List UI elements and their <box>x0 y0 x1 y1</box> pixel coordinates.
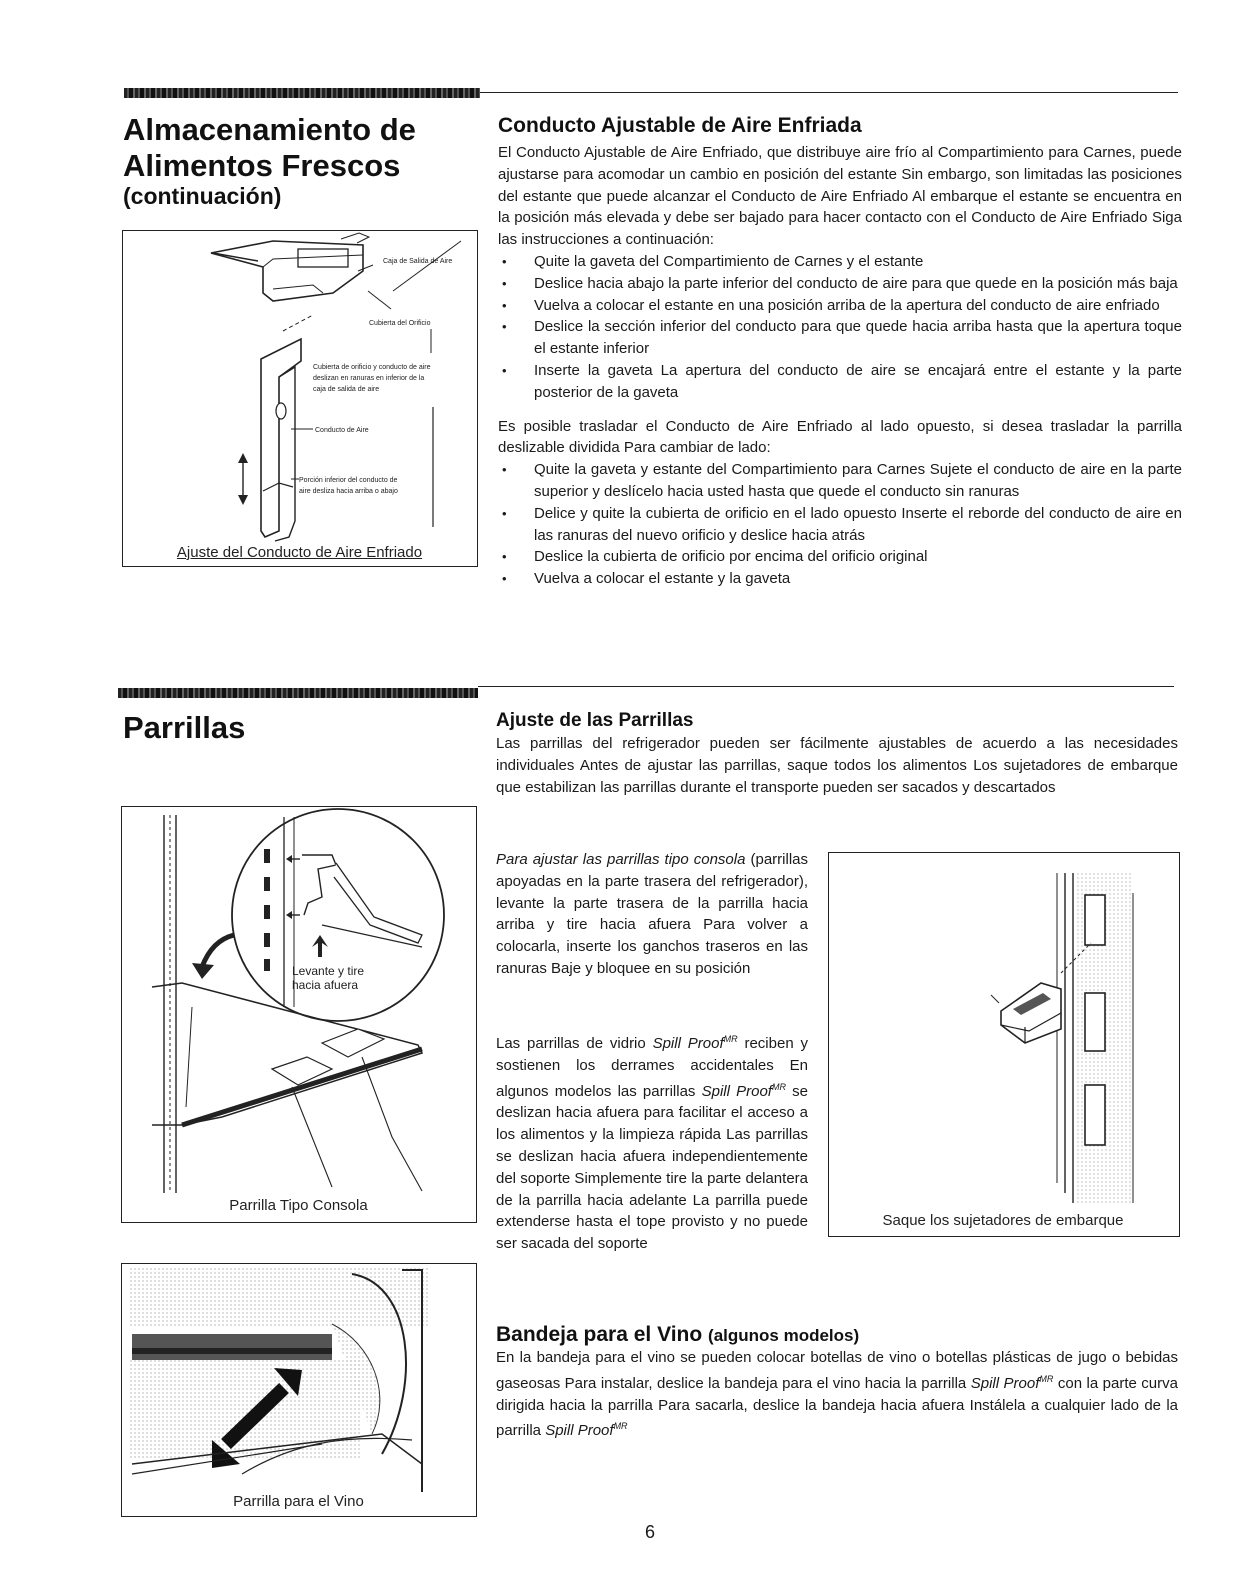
figure-console-shelf <box>121 806 477 1223</box>
figure-caption: Saque los sujetadores de embarque <box>882 1212 1124 1229</box>
figure-caption: Ajuste del Conducto de Aire Enfriado <box>176 544 423 561</box>
label-desliza-2: deslizan en ranuras en inferior de la <box>313 375 425 382</box>
paragraph: Las parrillas del refrigerador pueden ser fácilmente ajustables de acuerdo a las necesidades individuales Antes de ajustar las parrillas, saque todos los alimentos Los sujetadores de embarque que estabilizan las parrillas durante el transporte pueden ser sacados y descartados <box>496 735 1178 796</box>
brand-name: Spill Proof <box>545 1422 614 1440</box>
list-item: • Delice y quite la cubierta de orificio en el lado opuesto Inserte el reborde del conducto de aire en las ranuras del nuevo orificio y deslice hacia atrás <box>498 503 1182 547</box>
bullet-list <box>498 459 1182 590</box>
paragraph-consola <box>496 849 808 980</box>
text: con la parte curva dirigida hacia la parrilla Para sacarla, deslice la bandeja hacia afuera Instálela a cualquier lado de la parrilla <box>496 1374 1178 1440</box>
text: (parrillas apoyadas en la parte trasera del refrigerador), levante la parte trasera de la parrilla hacia arriba y tire hacia afuera Para volver a colocarla, inserte los ganchos traseros en las ranuras Baje y bloquee en su posición <box>496 851 809 977</box>
brand <box>971 1375 1054 1392</box>
figure-shipping-clips <box>828 852 1180 1237</box>
heading-bandeja-vino <box>496 1322 859 1349</box>
label-cubierta-orificio: Cubierta del Orificio <box>369 320 431 327</box>
wine-rack-illustration <box>122 1264 475 1492</box>
section-rule-heavy <box>124 88 480 98</box>
list-item: • Vuelva a colocar el estante y la gaveta <box>498 568 1182 590</box>
label-desliza-3: caja de salida de aire <box>313 386 380 393</box>
paragraph-spill-proof <box>496 1029 808 1255</box>
section-title-line1: Almacenamiento de <box>123 112 416 147</box>
label-conducto: Conducto de Aire <box>315 427 369 434</box>
brand-name: Spill Proof <box>701 1082 772 1100</box>
brand-name: Spill Proof <box>652 1035 724 1052</box>
brand <box>702 1083 786 1100</box>
brand <box>653 1035 738 1052</box>
air-duct-illustration <box>123 231 476 543</box>
paragraph: Es posible trasladar el Conducto de Aire Enfriado al lado opuesto, si desea trasladar la parrilla deslizable dividida Para cambiar de lado: <box>498 417 1182 457</box>
list-item: • Quite la gaveta y estante del Compartimiento para Carnes Sujete el conducto de aire en la parte superior y deslícelo hacia usted hasta que quede el conducto sin ranuras <box>498 459 1182 503</box>
list-item: • Deslice la sección inferior del conducto para que quede hacia arriba hasta que la apertura toque el estante inferior <box>498 316 1182 360</box>
text: En la bandeja para el vino se pueden colocar botellas de vino o botellas plásticas de jugo o bebidas gaseosas Para instalar, deslice la bandeja para el vino hacia la parrilla <box>496 1349 1178 1392</box>
console-shelf-illustration <box>122 807 475 1195</box>
section-title-line2: Alimentos Frescos <box>123 148 401 183</box>
section-title-parrillas: Parrillas <box>123 710 246 745</box>
label-desliza-1: Cubierta de orificio y conducto de aire <box>313 364 431 371</box>
callout-levante-line2: hacia afuera <box>292 978 359 992</box>
section-rule-thin <box>478 686 1174 687</box>
bullet-list <box>498 251 1182 404</box>
heading-note: (algunos modelos) <box>708 1326 860 1345</box>
text: Las parrillas de vidrio <box>496 1035 646 1052</box>
label-porcion-1: Porción inferior del conducto de <box>299 477 398 484</box>
list-item: • Deslice hacia abajo la parte inferior del conducto de aire para que quede en la posición más baja <box>498 273 1182 295</box>
heading-ajuste-parrillas: Ajuste de las Parrillas <box>496 710 694 731</box>
italic-lead: Para ajustar las parrillas tipo consola <box>496 851 746 868</box>
brand-mark: MR <box>1039 1373 1054 1384</box>
list-item: • Quite la gaveta del Compartimiento de Carnes y el estante <box>498 251 1182 273</box>
figure-wine-rack <box>121 1263 477 1517</box>
list-item: • Vuelva a colocar el estante en una posición arriba de la apertura del conducto de aire enfriado <box>498 295 1182 317</box>
callout-levante-line1: Levante y tire <box>292 964 365 978</box>
heading-conducto: Conducto Ajustable de Aire Enfriada <box>498 114 862 137</box>
label-caja-salida: Caja de Salida de Aire <box>383 258 453 265</box>
list-item: • Inserte la gaveta La apertura del conducto de aire se encajará entre el estante y la parte posterior de la gaveta <box>498 360 1182 404</box>
paragraph: El Conducto Ajustable de Aire Enfriado, que distribuye aire frío al Compartimiento para Carnes, puede ajustarse para acomodar un cambio en posición del estante Sin embargo, son limitadas las posiciones del estante que puede alcanzar el Conducto de Aire Enfriado Al embarque el estante se encuentra en la posición más elevada y debe ser bajado para hacer contacto con el Conducto de Aire Enfriado Siga las instrucciones a continuación: <box>498 144 1182 249</box>
list-item: • Deslice la cubierta de orificio por encima del orificio original <box>498 546 1182 568</box>
brand-mark: MR <box>771 1081 786 1092</box>
text: se deslizan hacia afuera para facilitar el acceso a los alimentos y la limpieza rápida Las parrillas se deslizan hacia afuera independientemente del soporte Simplemente tire la parte delantera de la parrilla hacia adelante La parrilla puede extenderse hasta el tope provisto y no puede ser sacada del soporte <box>496 1082 808 1253</box>
shipping-clips-illustration <box>829 853 1177 1211</box>
brand <box>545 1422 627 1439</box>
brand-mark: MR <box>723 1034 738 1044</box>
brand-mark: MR <box>613 1421 628 1432</box>
heading-text: Bandeja para el Vino <box>496 1323 703 1346</box>
section-subtitle: (continuación) <box>123 183 282 209</box>
text: reciben y sostienen los derrames accidentales En algunos modelos las parrillas <box>496 1035 809 1100</box>
figure-caption: Parrilla Tipo Consola <box>229 1197 368 1214</box>
page-number: 6 <box>644 1522 655 1542</box>
label-porcion-2: aire desliza hacia arriba o abajo <box>299 488 398 495</box>
figure-air-duct <box>122 230 478 567</box>
section-rule-heavy <box>118 688 478 698</box>
brand-name: Spill Proof <box>970 1374 1040 1392</box>
section-rule-thin <box>480 92 1178 93</box>
paragraph-bandeja <box>496 1347 1178 1442</box>
figure-caption: Parrilla para el Vino <box>233 1493 364 1510</box>
body-conducto <box>498 142 1182 590</box>
